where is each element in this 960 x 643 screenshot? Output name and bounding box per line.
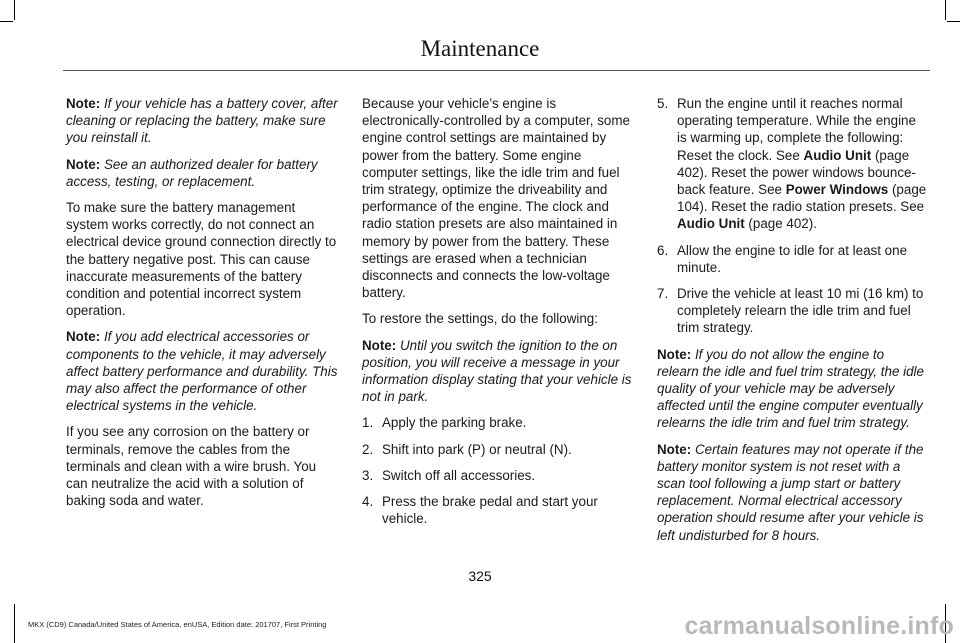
steps-list [362, 414, 634, 527]
step-number: 1. [362, 415, 374, 431]
step-text: Switch off all accessories. [382, 467, 536, 483]
step-number: 7. [657, 286, 669, 302]
step-number: 3. [362, 467, 374, 483]
list-item [362, 441, 634, 458]
note-text: If you do not allow the engine to relearn the idle and fuel trim strategy, the idle quality of your vehicle may be adversely affected until the engine computer eventually relearns the idle trim and fuel trim strategy. [657, 346, 924, 431]
list-item [362, 467, 634, 484]
note-label: Note: [66, 329, 101, 345]
cross-reference-link[interactable]: Audio Unit [677, 216, 745, 232]
column-left [66, 95, 338, 518]
note-paragraph [66, 156, 338, 190]
column-right [657, 95, 929, 553]
list-item [657, 285, 929, 337]
list-item [657, 242, 929, 276]
header-divider [63, 70, 930, 71]
note-text: Certain features may not operate if the battery monitor system is not reset with a scan tool following a jump start or battery replacement. Normal electrical accessory operation should resume after your vehicle is left undisturbed for 8 hours. [657, 441, 924, 543]
step-number: 6. [657, 242, 669, 258]
cross-reference-link[interactable]: Power Windows [785, 182, 889, 198]
step-text: (page 402). Reset the power windows bounce-back feature. See [677, 147, 916, 198]
note-paragraph [657, 346, 929, 432]
note-paragraph [66, 328, 338, 414]
page-number: 325 [468, 568, 492, 584]
cross-reference-link[interactable]: Audio Unit [803, 147, 872, 163]
step-text: Run the engine until it reaches normal operating temperature. While the engine is warming up, complete the following: Reset the clock. See [677, 96, 916, 163]
step-text: Press the brake pedal and start your vehicle. [382, 494, 598, 527]
step-number: 5. [657, 96, 669, 111]
page-title: Maintenance [420, 36, 540, 61]
note-label: Note: [362, 337, 397, 353]
step-text: (page 402). [744, 216, 817, 232]
column-middle [362, 95, 634, 536]
body-paragraph: To make sure the battery management system works correctly, do not connect an electrical device ground connection directly to the battery negative post. This can cause inaccurate measurements of the battery condition and potential incorrect system operation. [66, 200, 337, 319]
step-text: Drive the vehicle at least 10 mi (16 km) to completely relearn the idle trim and fuel trim strategy. [677, 286, 924, 336]
note-label: Note: [657, 441, 692, 457]
step-number: 4. [362, 494, 374, 510]
list-item [362, 414, 634, 431]
note-paragraph [362, 337, 634, 406]
step-text: Apply the parking brake. [382, 415, 527, 431]
note-label: Note: [66, 96, 101, 111]
step-number: 2. [362, 441, 374, 457]
note-label: Note: [657, 346, 692, 362]
list-item [362, 493, 634, 527]
steps-list [657, 95, 929, 337]
watermark-logo: carmanualsonline.info [684, 612, 954, 640]
body-paragraph: Because your vehicle’s engine is electronically-controlled by a computer, some engine control settings are maintained by power from the battery. Some engine computer settings, like the idle trim and fuel trim strategy, optimize the driveability and performance of the engine. The clock and radio station presets are also maintained in memory by power from the battery. These settings are erased when a technician disconnects and connects the low-voltage battery. [362, 96, 630, 301]
footer-edition-info: MKX (CD9) Canada/United States of America, enUSA, Edition date: 201707, First Printing [28, 620, 327, 629]
note-text: Until you switch the ignition to the on position, you will receive a message in your information display stating that your vehicle is not in park. [362, 337, 632, 405]
list-item [657, 95, 929, 233]
body-paragraph: To restore the settings, do the following: [362, 311, 598, 327]
step-text: Shift into park (P) or neutral (N). [382, 441, 572, 457]
note-text: See an authorized dealer for battery access, testing, or replacement. [66, 156, 318, 189]
crop-mark [947, 21, 960, 22]
step-text: (page 104). Reset the radio station presets. See [677, 182, 927, 215]
note-label: Note: [66, 156, 101, 172]
note-paragraph [657, 441, 929, 544]
crop-mark [945, 0, 946, 20]
crop-mark [14, 0, 15, 20]
step-text: Allow the engine to idle for at least one minute. [677, 242, 908, 275]
body-paragraph: If you see any corrosion on the battery or terminals, remove the cables from the terminals and clean with a wire brush. You can neutralize the acid with a solution of baking soda and water. [66, 424, 317, 509]
crop-mark [0, 21, 13, 22]
note-text: If your vehicle has a battery cover, after cleaning or replacing the battery, make sure you reinstall it. [66, 96, 338, 146]
note-text: If you add electrical accessories or components to the vehicle, it may adversely affect battery performance and durability. This may also affect the performance of other electrical systems in the vehicle. [66, 329, 338, 414]
crop-mark [14, 604, 15, 643]
note-paragraph [66, 95, 338, 147]
